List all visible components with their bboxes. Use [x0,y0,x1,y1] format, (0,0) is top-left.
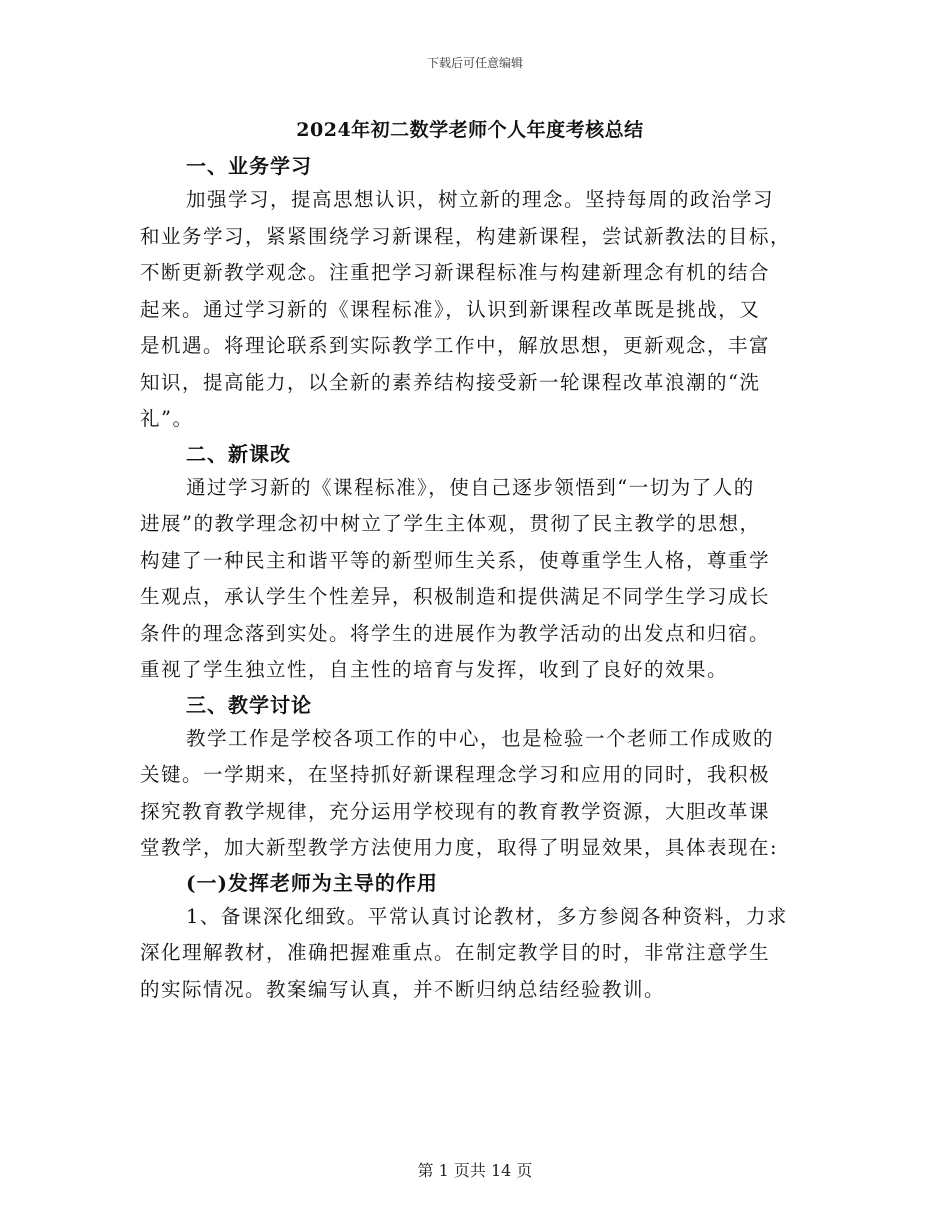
paragraph-line: 构建了一种民主和谐平等的新型师生关系，使尊重学生人格，尊重学 [140,548,771,572]
section-heading-3: 三、教学讨论 [186,692,312,717]
section-heading-1: 一、业务学习 [186,154,312,178]
section-paragraph-2 [140,470,800,689]
header-note: 下载后可任意编辑 [426,56,523,70]
paragraph-line: 不断更新教学观念。注重把学习新课程标准与构建新理念有机的结合 [140,261,771,284]
paragraph-line: 教学工作是学校各项工作的中心，也是检验一个老师工作成败的 [186,726,775,750]
paragraph-line: 探究教育教学规律，充分运用学校现有的教育教学资源，大胆改革课 [140,799,771,823]
page-number: 第 1 页共 14 页 [417,1161,533,1180]
paragraph-line: 起来。通过学习新的《课程标准》，认识到新课程改革既是挑战，又 [140,297,761,321]
paragraph-line: 堂教学，加大新型教学方法使用力度，取得了明显效果，具体表现在: [140,836,779,859]
paragraph-line: 通过学习新的《课程标准》，使自己逐步领悟到“一切为了人的 [186,475,755,499]
document-title: 2024年初二数学老师个人年度考核总结 [296,119,644,141]
section-paragraph-3 [140,721,800,867]
paragraph-line: 礼”。 [140,407,194,430]
section-paragraph-1 [140,182,800,438]
paragraph-line: 的实际情况。教案编写认真，并不断归纳总结经验教训。 [140,977,666,1001]
subsection-paragraph-1 [140,899,800,1009]
paragraph-line: 1、备课深化细致。平常认真讨论教材，多方参阅各种资料，力求 [186,904,788,928]
paragraph-line: 深化理解教材，准确把握难重点。在制定教学目的时，非常注意学生 [140,941,771,964]
subsection-heading-1: (一)发挥老师为主导的作用 [186,870,438,895]
paragraph-line: 条件的理念落到实处。将学生的进展作为教学活动的出发点和归宿。 [140,621,771,645]
paragraph-line: 关键。一学期来，在坚持抓好新课程理念学习和应用的同时，我积极 [140,763,771,786]
paragraph-line: 知识，提高能力，以全新的素养结构接受新一轮课程改革浪潮的“洗 [140,370,761,394]
section-heading-2: 二、新课改 [186,441,291,466]
paragraph-line: 和业务学习，紧紧围绕学习新课程，构建新课程，尝试新教法的目标， [140,224,792,248]
document-body [140,150,800,1008]
paragraph-line: 进展”的教学理念初中树立了学生主体观，贯彻了民主教学的思想， [140,512,761,535]
paragraph-line: 生观点，承认学生个性差异，积极制造和提供满足不同学生学习成长 [140,585,771,608]
paragraph-line: 重视了学生独立性，自主性的培育与发挥，收到了良好的效果。 [140,658,729,681]
paragraph-line: 是机遇。将理论联系到实际教学工作中，解放思想，更新观念，丰富 [140,334,771,357]
paragraph-line: 加强学习，提高思想认识，树立新的理念。坚持每周的政治学习 [186,188,775,211]
